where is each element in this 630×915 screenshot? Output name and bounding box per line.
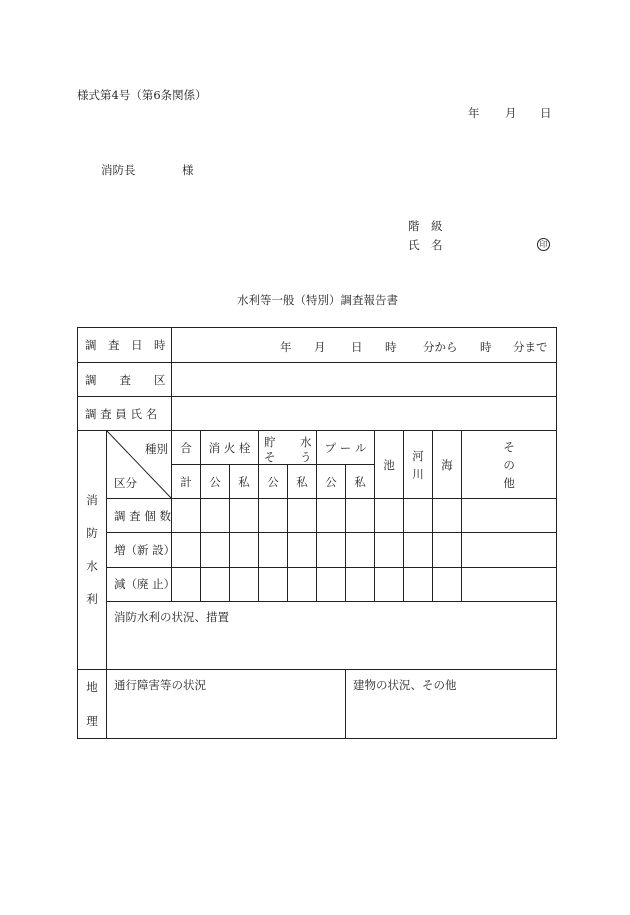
cell [172,499,201,533]
side-char: 防 [86,526,98,540]
name-label: 氏 名 [408,238,443,252]
survey-month: 月 [314,339,326,354]
decrease-label: 減（廃 止） [107,567,172,601]
col-other [462,431,557,499]
hydrant-public: 公 [201,465,230,499]
survey-year: 年 [280,339,292,354]
cell [346,533,375,567]
col-pond: 池 [375,431,404,499]
building-status-label: 建物の状況、その他 [353,677,457,692]
col-sea: 海 [433,431,462,499]
water-side-label [78,431,107,670]
other-char: 他 [503,475,515,490]
terrain-side-label [78,669,107,738]
survey-minute-to: 分まで [513,339,548,354]
side-char: 利 [86,592,98,606]
cell [462,499,557,533]
cell [404,567,433,601]
cell [433,567,462,601]
pool-private: 私 [346,465,375,499]
cell [201,499,230,533]
cell [433,499,462,533]
row-survey-count [78,499,557,533]
row-water-status [78,601,557,669]
date-year-label: 年 [468,106,480,120]
date-month-label: 月 [505,106,517,120]
row-terrain [78,669,557,738]
survey-area-value [172,363,557,397]
row-survey-area [78,363,557,397]
survey-hour-from: 時 [385,339,397,354]
cell [346,567,375,601]
cell [201,567,230,601]
cell [317,499,346,533]
cell [433,533,462,567]
hydrant-private: 私 [230,465,259,499]
cell [230,567,259,601]
corner-type-label: 種別 [145,442,168,457]
other-char: の [503,457,515,472]
cell [259,567,288,601]
col-hydrant: 消 火 栓 [201,431,259,465]
cell [288,567,317,601]
cell [346,499,375,533]
col-total-bottom: 計 [172,465,201,499]
tank-public: 公 [259,465,288,499]
side-char: 水 [86,559,98,573]
increase-label: 増（新 設） [107,533,172,567]
tank-private: 私 [288,465,317,499]
addressee-honorific: 様 [182,163,194,177]
other-char: そ [503,439,515,454]
addressee-title: 消防長 [101,163,136,177]
survey-minute-from: 分から [423,339,458,354]
corner-section-label: 区分 [114,476,137,491]
cell [375,567,404,601]
survey-area-label: 調 査 区 [78,363,172,397]
survey-date-value [172,328,557,363]
cell [230,533,259,567]
survey-date-label: 調 査 日 時 [78,328,172,363]
cell [404,499,433,533]
cell [462,567,557,601]
cell [462,533,557,567]
water-status-label: 消防水利の状況、措置 [114,609,229,624]
cell [404,533,433,567]
col-total-top: 合 [172,431,201,465]
seal-mark: 印 [537,238,550,251]
tank-char-3: そ [264,450,276,465]
cell [288,499,317,533]
rank-label: 階 級 [408,219,443,233]
tank-char-4: う [300,450,312,465]
col-river [404,431,433,499]
tank-char-1: 貯 [264,435,276,450]
survey-staff-value [172,397,557,431]
river-char: 河 [412,448,424,463]
col-pool: プ ー ル [317,431,375,465]
cell [288,533,317,567]
traffic-obstruction-label: 通行障害等の状況 [114,677,206,692]
cell [259,499,288,533]
cell [259,533,288,567]
form-number: 様式第4号（第6条関係） [77,88,207,102]
traffic-obstruction-cell [107,669,346,738]
building-status-cell [346,669,557,738]
cell [172,567,201,601]
cell [172,533,201,567]
terrain-char: 理 [86,713,98,728]
cell [375,533,404,567]
cell [201,533,230,567]
cell [375,499,404,533]
type-section-corner [107,431,172,499]
report-title: 水利等一般（特別）調査報告書 [237,293,398,307]
cell [317,567,346,601]
row-survey-staff [78,397,557,431]
tank-char-2: 水 [300,435,312,450]
survey-staff-label: 調 査 員 氏 名 [78,397,172,431]
row-survey-date [78,328,557,363]
survey-day: 日 [351,339,363,354]
water-header-top [78,431,557,465]
col-tank [259,431,317,465]
row-increase [78,533,557,567]
water-status-cell [107,601,557,669]
river-char: 川 [412,466,424,481]
survey-hour-to: 時 [480,339,492,354]
pool-public: 公 [317,465,346,499]
cell [230,499,259,533]
cell [317,533,346,567]
terrain-char: 地 [86,679,98,694]
side-char: 消 [86,493,98,507]
row-decrease [78,567,557,601]
date-day-label: 日 [540,106,552,120]
survey-report-table [77,327,557,739]
survey-count-label: 調 査 個 数 [107,499,172,533]
